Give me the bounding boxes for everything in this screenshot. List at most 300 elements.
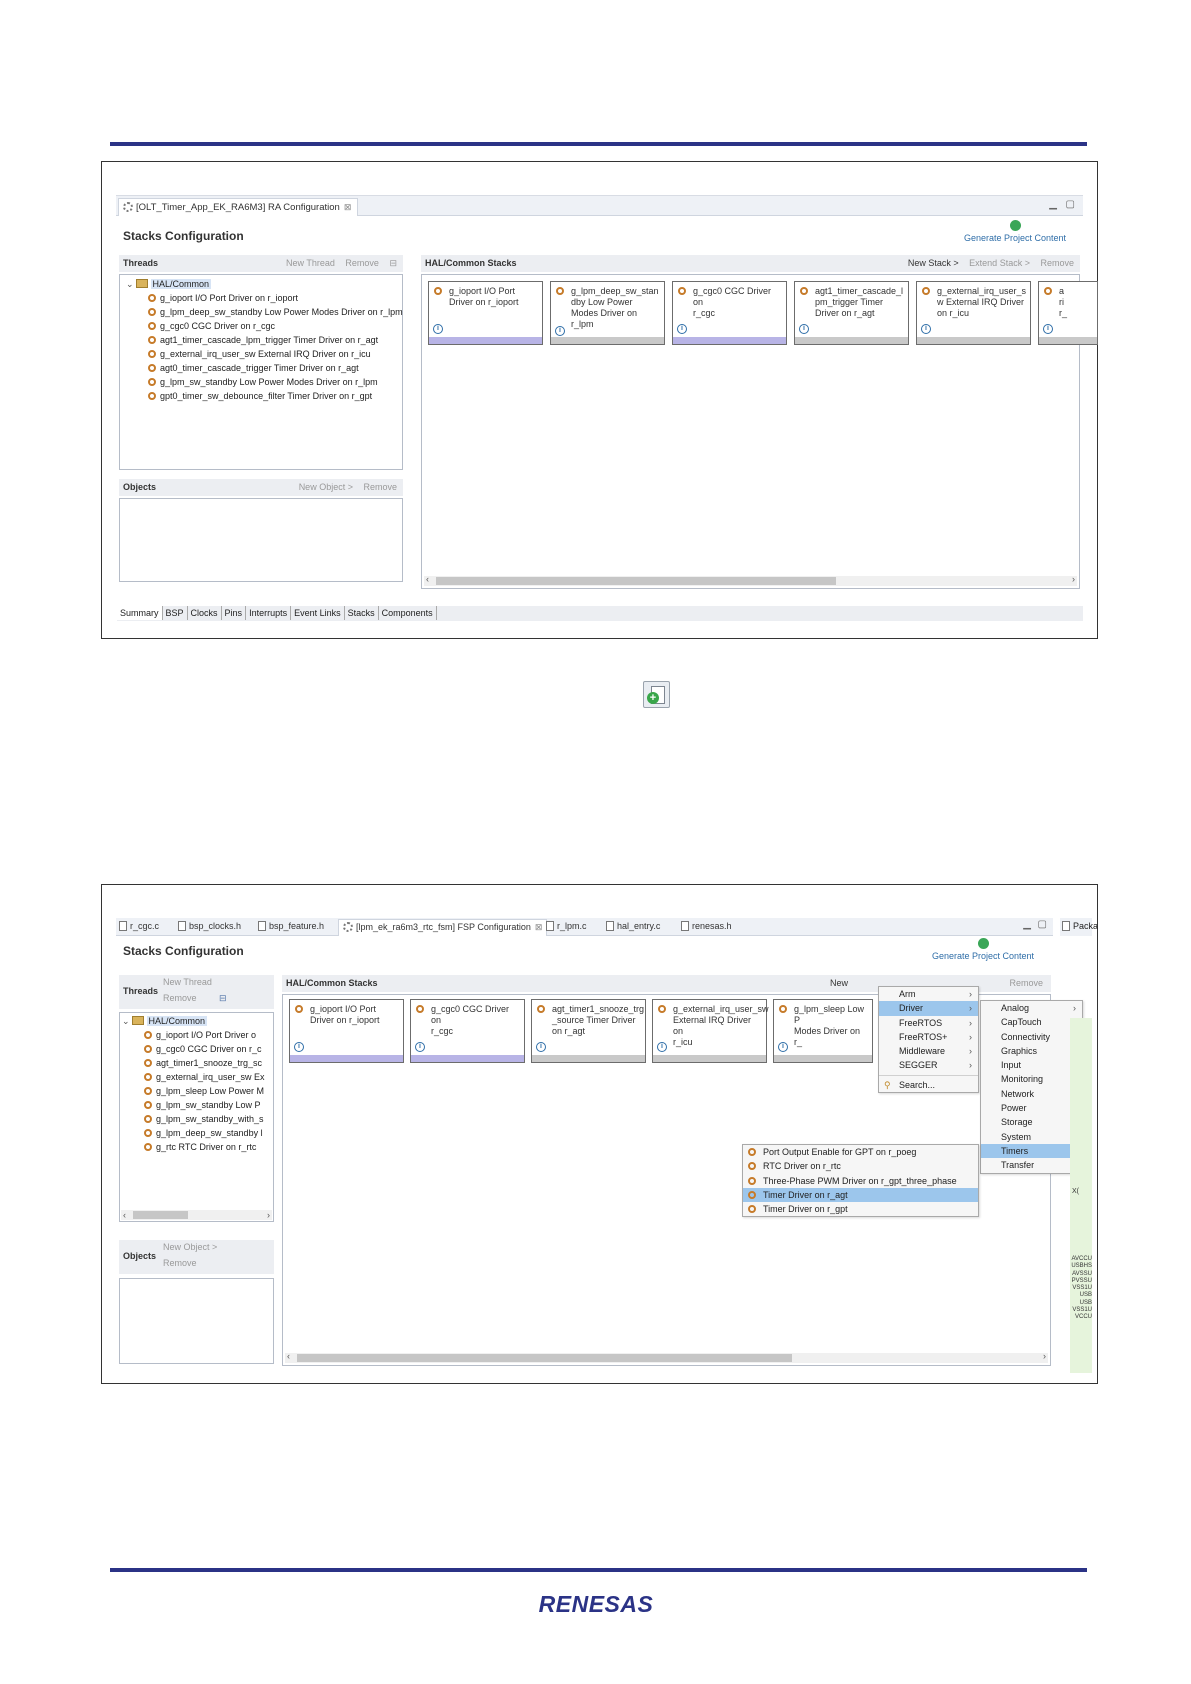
menu-item-label: Middleware [899, 1046, 946, 1057]
module-icon [537, 1005, 545, 1013]
scroll-left-icon[interactable]: ‹ [426, 574, 429, 584]
module-icon [748, 1162, 756, 1170]
file-icon [606, 921, 614, 931]
thread-item-label: g_external_irq_user_sw Ex [156, 1072, 265, 1082]
chevron-right-icon: › [969, 1003, 972, 1014]
thread-item[interactable] [120, 1140, 273, 1154]
objects-list [119, 1278, 274, 1364]
ra-configuration-window [116, 195, 1083, 623]
menu-item-label: Power [1001, 1103, 1027, 1114]
horizontal-scrollbar[interactable] [285, 1353, 1048, 1363]
info-icon[interactable]: i [294, 1042, 304, 1052]
thread-item-label: g_lpm_deep_sw_standby l [156, 1128, 263, 1138]
thread-item-label: g_lpm_sw_standby_with_s [156, 1114, 264, 1124]
menu-item-timer-agt[interactable] [743, 1188, 978, 1202]
thread-item-label: g_lpm_sleep Low Power M [156, 1086, 265, 1096]
thread-item-label: g_ioport I/O Port Driver o [156, 1030, 257, 1040]
plus-icon: + [647, 692, 659, 704]
pin-label: USB [1079, 1299, 1092, 1306]
tab-title: [OLT_Timer_App_EK_RA6M3] RA Configuration [136, 202, 340, 213]
module-icon [800, 287, 808, 295]
threads-tree [119, 274, 403, 470]
threads-title: Threads [123, 986, 159, 996]
thread-item[interactable] [120, 361, 402, 375]
thread-item[interactable] [120, 319, 402, 333]
info-icon[interactable]: i [536, 1042, 546, 1052]
minimize-icon[interactable]: ▁ [1049, 199, 1057, 210]
module-icon [144, 1101, 152, 1109]
remove-stack-button[interactable]: Remove [1009, 978, 1043, 988]
horizontal-scrollbar[interactable] [121, 1210, 272, 1220]
thread-item-label: gpt0_timer_sw_debounce_filter Timer Driver on r_gpt [160, 391, 373, 401]
chevron-right-icon: › [969, 1017, 972, 1028]
stack-card-line: External IRQ Driver on [673, 1015, 752, 1036]
play-icon [1010, 220, 1021, 231]
info-icon[interactable]: i [555, 326, 565, 336]
thread-item[interactable] [120, 291, 402, 305]
module-icon [148, 308, 156, 316]
file-icon [258, 921, 266, 931]
menu-item-label: Analog [1001, 1003, 1030, 1013]
thread-item[interactable] [120, 1098, 273, 1112]
stack-card-bar [774, 1055, 872, 1062]
menu-item-label: Three-Phase PWM Driver on r_gpt_three_phase [763, 1175, 957, 1186]
tree-root[interactable] [120, 277, 402, 291]
stack-card-bar [411, 1055, 524, 1062]
module-icon [1044, 287, 1052, 295]
chevron-right-icon: › [969, 989, 972, 999]
stack-card-bar [653, 1055, 766, 1062]
remove-object-button[interactable]: Remove [363, 482, 397, 492]
generate-label: Generate Project Content [931, 951, 1035, 961]
file-icon [178, 921, 186, 931]
stack-card-line: a [1059, 286, 1065, 296]
tab-pins[interactable]: Pins [222, 606, 247, 620]
stack-card-bar [532, 1055, 645, 1062]
renesas-logo-text: RENESAS [538, 1591, 654, 1617]
thread-item[interactable] [120, 333, 402, 347]
thread-item[interactable] [120, 375, 402, 389]
stack-card-bar [917, 337, 1030, 344]
collapse-icon[interactable]: ⊟ [389, 258, 397, 268]
threads-title: Threads [123, 258, 159, 268]
maximize-icon[interactable]: ▢ [1065, 199, 1075, 210]
pin-label: USB [1079, 1292, 1092, 1299]
module-icon [144, 1073, 152, 1081]
tree-root[interactable] [120, 1014, 273, 1028]
scroll-left-icon[interactable]: ‹ [287, 1351, 290, 1361]
menu-item-label: Monitoring [1001, 1074, 1044, 1085]
menu-item-label: Port Output Enable for GPT on r_poeg [763, 1147, 917, 1157]
remove-stack-button[interactable]: Remove [1040, 258, 1074, 268]
stack-card-line: g_ioport I/O Port [310, 1004, 377, 1014]
file-icon [681, 921, 689, 931]
stack-card-line: w External IRQ Driver [937, 297, 1025, 307]
new-stack-button[interactable]: New Stack > [907, 258, 959, 268]
tab-interrupts[interactable]: Interrupts [246, 606, 291, 620]
thread-item-label: g_cgc0 CGC Driver on r_c [156, 1044, 262, 1054]
stack-card-line: Driver on r_ioport [310, 1015, 380, 1025]
pin-marker: X( [1072, 1188, 1079, 1195]
module-icon [144, 1059, 152, 1067]
menu-item-label: SEGGER [899, 1060, 938, 1071]
pin-label: VSS1U [1072, 1285, 1092, 1292]
tab-hal-entry[interactable] [606, 921, 660, 931]
pin-label: VSS1U [1072, 1307, 1092, 1314]
info-icon[interactable]: i [921, 324, 931, 334]
page-title: Stacks Configuration [123, 944, 244, 958]
stack-card-line: r_cgc [693, 308, 716, 318]
module-icon [148, 392, 156, 400]
objects-header [119, 1240, 274, 1274]
horizontal-scrollbar[interactable] [424, 576, 1077, 586]
module-icon [148, 350, 156, 358]
thread-item[interactable] [120, 389, 402, 403]
stacks-title: HAL/Common Stacks [286, 978, 378, 988]
tab-label: r_cgc.c [130, 921, 160, 931]
menu-item-timer-gpt[interactable] [743, 1202, 978, 1216]
tab-stacks[interactable]: Stacks [345, 606, 379, 620]
extend-stack-button[interactable]: Extend Stack > [969, 258, 1030, 268]
remove-object-button[interactable]: Remove [163, 1258, 197, 1268]
tab-label: hal_entry.c [617, 921, 661, 931]
package-tab[interactable] [1060, 918, 1099, 936]
menu-item-label: FreeRTOS [899, 1017, 943, 1028]
stack-card-line: g_lpm_deep_sw_stan [571, 286, 659, 296]
menu-item-driver[interactable] [879, 1001, 978, 1015]
thread-item-label: g_ioport I/O Port Driver on r_ioport [160, 293, 299, 303]
chevron-right-icon: › [1073, 1003, 1076, 1013]
maximize-icon[interactable]: ▢ [1037, 919, 1047, 930]
stack-card-bar [795, 337, 908, 344]
timers-submenu [742, 1144, 979, 1217]
module-icon [148, 378, 156, 386]
thread-item-label: agt0_timer_cascade_trigger Timer Driver on r_agt [160, 363, 359, 373]
stack-card-line: r_lpm [571, 319, 594, 329]
tree-root-label: HAL/Common [148, 1016, 206, 1026]
info-icon[interactable]: i [415, 1042, 425, 1052]
chevron-down-icon[interactable]: ⌄ [126, 279, 134, 289]
new-thread-button[interactable]: New Thread [163, 977, 212, 987]
stack-card[interactable] [531, 999, 646, 1063]
stack-card-line: Modes Driver on [571, 308, 638, 318]
thread-item-label: agt_timer1_snooze_trg_sc [156, 1058, 263, 1068]
module-icon [148, 322, 156, 330]
tab-clocks[interactable]: Clocks [188, 606, 222, 620]
thread-item-label: g_lpm_sw_standby Low P [156, 1100, 261, 1110]
tab-r-lpm[interactable] [546, 921, 587, 931]
info-icon[interactable]: i [778, 1042, 788, 1052]
module-icon [144, 1115, 152, 1123]
stack-card-line: ri [1059, 297, 1064, 307]
thread-item-label: g_cgc0 CGC Driver on r_cgc [160, 321, 276, 331]
stack-card-line: Driver on r_ioport [449, 297, 519, 307]
stack-card-line: dby Low Power [571, 297, 633, 307]
stack-card[interactable] [652, 999, 767, 1063]
close-icon[interactable]: ⊠ [343, 202, 352, 212]
remove-thread-button[interactable]: Remove [163, 993, 197, 1003]
new-thread-button[interactable]: New Thread [286, 258, 335, 268]
stack-card-line: agt1_timer_cascade_l [815, 286, 904, 296]
module-icon [678, 287, 686, 295]
menu-item-label: Transfer [1001, 1160, 1035, 1171]
objects-list [119, 498, 403, 582]
file-icon [546, 921, 554, 931]
stack-card[interactable] [672, 281, 787, 345]
new-stack-button[interactable]: New [830, 978, 849, 988]
menu-item-freertos-plus[interactable] [879, 1030, 978, 1044]
threads-header [119, 975, 274, 1009]
remove-thread-button[interactable]: Remove [345, 258, 379, 268]
menu-item-middleware[interactable] [879, 1044, 978, 1058]
stack-card-line: _source Timer Driver [552, 1015, 636, 1025]
thread-item-label: g_external_irq_user_sw External IRQ Driver on r_icu [160, 349, 371, 359]
chevron-right-icon: › [969, 1046, 972, 1057]
tab-renesas-h[interactable] [681, 921, 732, 931]
info-icon[interactable]: i [433, 324, 443, 334]
menu-item-segger[interactable] [879, 1058, 978, 1072]
menu-item-label: Search... [899, 1079, 936, 1090]
figure-1-frame [101, 161, 1098, 639]
thread-item-label: agt1_timer_cascade_lpm_trigger Timer Driver on r_agt [160, 335, 379, 345]
new-stack-menu [878, 986, 979, 1093]
tab-event-links[interactable]: Event Links [291, 606, 345, 620]
stack-card[interactable] [410, 999, 525, 1063]
header-rule [110, 142, 1087, 146]
module-icon [144, 1129, 152, 1137]
tree-root-label: HAL/Common [152, 279, 210, 289]
stack-card[interactable] [289, 999, 404, 1063]
pin-label: PVSSU [1071, 1277, 1092, 1284]
menu-item-poeg[interactable] [743, 1145, 978, 1159]
stack-card-bar [551, 337, 664, 344]
pin-label: AVCCU [1071, 1256, 1092, 1262]
generate-label: Generate Project Content [963, 233, 1067, 243]
module-icon [748, 1148, 756, 1156]
figure-2-frame [101, 884, 1098, 1384]
thread-item-label: g_rtc RTC Driver on r_rtc [156, 1142, 257, 1152]
stack-card-bar [673, 337, 786, 344]
thread-item[interactable] [120, 347, 402, 361]
stack-card-bar [429, 337, 542, 344]
module-icon [295, 1005, 303, 1013]
stack-card-line: pm_trigger Timer [815, 297, 884, 307]
stack-card-bar [290, 1055, 403, 1062]
menu-item-label: Graphics [1001, 1045, 1038, 1056]
menu-item-rtc[interactable] [743, 1159, 978, 1173]
close-icon[interactable]: ⊠ [534, 922, 543, 932]
stack-card-line: on r_agt [552, 1026, 586, 1036]
stack-card-bar [1039, 337, 1097, 344]
folder-icon [132, 1016, 144, 1025]
editor-tab-bar [116, 918, 1053, 936]
stack-card-line: g_external_irq_user_s [937, 286, 1027, 296]
renesas-logo [525, 1591, 667, 1617]
stacks-title: HAL/Common Stacks [425, 258, 517, 268]
module-icon [144, 1143, 152, 1151]
objects-header [119, 479, 403, 496]
menu-item-three-phase-pwm[interactable] [743, 1174, 978, 1188]
menu-item-freertos[interactable] [879, 1016, 978, 1030]
module-icon [148, 336, 156, 344]
menu-item-label: Timer Driver on r_gpt [763, 1204, 848, 1215]
menu-separator [879, 1075, 978, 1076]
tab-r-cgc[interactable] [119, 921, 159, 931]
gear-icon [343, 922, 353, 932]
new-object-button[interactable]: New Object > [163, 1242, 218, 1252]
pin-labels [1070, 1256, 1092, 1322]
collapse-icon[interactable]: ⊟ [219, 993, 227, 1003]
thread-item-label: g_lpm_sw_standby Low Power Modes Driver on r_lpm [160, 377, 378, 387]
module-icon [148, 294, 156, 302]
scrollbar-thumb[interactable] [297, 1354, 792, 1362]
menu-item-label: Network [1001, 1088, 1035, 1099]
search-icon: ⚲ [884, 1079, 891, 1090]
tab-bsp-feature[interactable] [258, 921, 324, 931]
scroll-left-icon[interactable]: ‹ [123, 1210, 126, 1220]
objects-title: Objects [123, 1251, 157, 1261]
minimize-icon[interactable]: ▁ [1023, 919, 1031, 930]
thread-item[interactable] [120, 1084, 273, 1098]
scroll-right-icon[interactable]: › [1072, 574, 1075, 584]
module-icon [434, 287, 442, 295]
module-icon [416, 1005, 424, 1013]
module-icon [144, 1087, 152, 1095]
editor-tab-ra-configuration[interactable] [118, 198, 358, 216]
menu-item-label: Connectivity [1001, 1031, 1051, 1042]
stack-card[interactable] [773, 999, 873, 1063]
module-icon [556, 287, 564, 295]
tab-bsp-clocks[interactable] [178, 921, 241, 931]
tab-label: r_lpm.c [557, 921, 587, 931]
menu-item-arm[interactable] [879, 987, 978, 1001]
menu-item-label: System [1001, 1131, 1032, 1142]
menu-item-label: Timer Driver on r_agt [763, 1189, 848, 1200]
tab-label: bsp_clocks.h [189, 921, 242, 931]
footer-rule [110, 1568, 1087, 1572]
info-icon[interactable]: i [799, 324, 809, 334]
thread-item[interactable] [120, 305, 402, 319]
info-icon[interactable]: i [657, 1042, 667, 1052]
scrollbar-thumb[interactable] [436, 577, 836, 585]
module-icon [779, 1005, 787, 1013]
info-icon[interactable]: i [677, 324, 687, 334]
tab-fsp-configuration[interactable] [338, 919, 547, 936]
stacks-canvas [421, 274, 1080, 589]
module-icon [748, 1177, 756, 1185]
info-icon[interactable]: i [1043, 324, 1053, 334]
threads-tree [119, 1012, 274, 1222]
menu-item-label: Driver [899, 1003, 923, 1014]
menu-item-label: Arm [899, 989, 916, 999]
editor-tab-bar [116, 196, 1083, 216]
stack-card[interactable] [1038, 281, 1098, 345]
stack-card-line: g_lpm_sleep Low P [794, 1004, 865, 1025]
stack-card-line: g_cgc0 CGC Driver on [693, 286, 772, 307]
menu-item-label: FreeRTOS+ [899, 1031, 948, 1042]
tab-components[interactable]: Components [379, 606, 437, 620]
thread-item-label: g_lpm_deep_sw_standby Low Power Modes Driver on r_lpm [160, 307, 403, 317]
pin-label: AVSSU [1072, 1270, 1092, 1277]
stack-card[interactable] [794, 281, 909, 345]
stack-card-line: r_ [1059, 308, 1068, 318]
folder-icon [136, 279, 148, 288]
stack-card-line: on r_icu [937, 308, 970, 318]
stack-card[interactable] [550, 281, 665, 345]
menu-item-label: Input [1001, 1060, 1022, 1071]
scroll-right-icon[interactable]: › [267, 1210, 270, 1220]
stack-card-line: g_cgc0 CGC Driver on [431, 1004, 510, 1025]
stack-card-line: r_icu [673, 1037, 693, 1047]
package-tab-label: Packa [1073, 921, 1099, 931]
file-icon [119, 921, 127, 931]
menu-item-label: CapTouch [1001, 1017, 1042, 1028]
chevron-down-icon[interactable]: ⌄ [122, 1016, 130, 1026]
package-view-strip [1060, 918, 1099, 1373]
tab-summary[interactable]: Summary [117, 606, 163, 620]
configuration-tabs [117, 606, 1083, 621]
pin-label: USBHS [1071, 1263, 1092, 1270]
thread-item[interactable] [120, 1126, 273, 1140]
scroll-right-icon[interactable]: › [1043, 1351, 1046, 1361]
chevron-right-icon: › [969, 1060, 972, 1071]
module-icon [148, 364, 156, 372]
pin-label: VCCU [1074, 1314, 1092, 1321]
module-icon [144, 1045, 152, 1053]
generate-project-content-button[interactable] [955, 220, 1075, 243]
stack-card-line: agt_timer1_snooze_trg [552, 1004, 645, 1014]
module-icon [748, 1191, 756, 1199]
stack-card-line: r_cgc [431, 1026, 454, 1036]
scrollbar-thumb[interactable] [133, 1211, 188, 1219]
thread-item[interactable] [120, 1112, 273, 1126]
threads-header [119, 255, 403, 272]
stack-card[interactable] [916, 281, 1031, 345]
tab-label: renesas.h [692, 921, 732, 931]
menu-item-label: Timers [1001, 1145, 1029, 1156]
chevron-right-icon: › [969, 1031, 972, 1042]
stacks-header [421, 255, 1080, 272]
module-icon [922, 287, 930, 295]
stack-card[interactable] [428, 281, 543, 345]
stack-card-line: Modes Driver on r_ [794, 1026, 861, 1047]
file-icon [1062, 921, 1070, 931]
menu-item-label: Storage [1001, 1117, 1033, 1128]
stack-card-line: Driver on r_agt [815, 308, 875, 318]
module-icon [658, 1005, 666, 1013]
thread-item[interactable] [120, 1056, 273, 1070]
tab-bsp[interactable]: BSP [163, 606, 188, 620]
play-icon [978, 938, 989, 949]
menu-item-label: RTC Driver on r_rtc [763, 1161, 841, 1172]
page-title: Stacks Configuration [123, 229, 244, 243]
gear-icon [123, 202, 133, 212]
generate-project-content-button[interactable] [923, 938, 1043, 961]
menu-item-search[interactable] [879, 1078, 978, 1092]
module-icon [144, 1031, 152, 1039]
thread-item[interactable] [120, 1042, 273, 1056]
thread-item[interactable] [120, 1028, 273, 1042]
new-stack-icon [643, 681, 670, 708]
tab-label: [lpm_ek_ra6m3_rtc_fsm] FSP Configuration [356, 922, 531, 932]
new-object-button[interactable]: New Object > [298, 482, 353, 492]
thread-item[interactable] [120, 1070, 273, 1084]
module-icon [748, 1205, 756, 1213]
stack-card-line: g_ioport I/O Port [449, 286, 516, 296]
stack-card-line: g_external_irq_user_sw [673, 1004, 769, 1014]
objects-title: Objects [123, 482, 157, 492]
tab-label: bsp_feature.h [269, 921, 325, 931]
